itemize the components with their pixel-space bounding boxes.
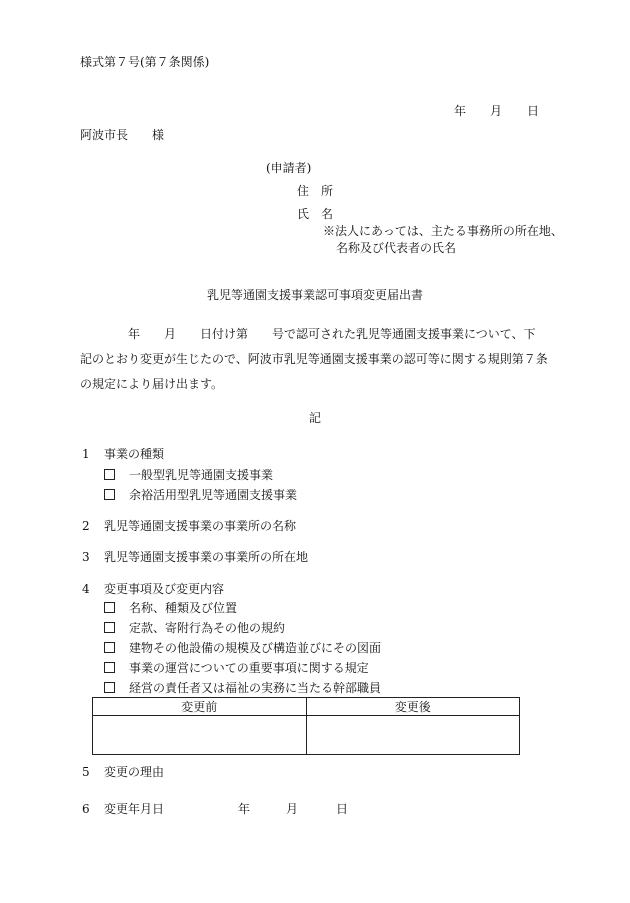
- after-header: 変更後: [306, 698, 520, 716]
- item-4-option[interactable]: [104, 640, 381, 656]
- item-4-option[interactable]: [104, 600, 237, 616]
- after-cell[interactable]: [306, 716, 520, 755]
- option-label: 建物その他設備の規模及び構造並びにその図面: [129, 641, 382, 655]
- applicant-address-label: 住 所: [297, 184, 334, 198]
- body-line: 年 月 日付け第 号で認可された乳児等通園支援事業について、下: [80, 327, 536, 341]
- item-1-label: 事業の種類: [104, 447, 165, 461]
- item-5-number: 5: [82, 765, 90, 779]
- item-6-number: 6: [82, 802, 90, 816]
- addressee: 阿波市長 様: [80, 128, 165, 142]
- checkbox[interactable]: [104, 469, 115, 480]
- option-label: 経営の責任者又は福祉の実務に当たる幹部職員: [129, 681, 382, 695]
- change-year-label: 年: [238, 802, 251, 816]
- before-header: 変更前: [93, 698, 307, 716]
- item-4-label: 変更事項及び変更内容: [104, 582, 225, 596]
- item-4-option[interactable]: [104, 660, 369, 676]
- form-number: 様式第７号(第７条関係): [80, 55, 210, 69]
- item-3-label: 乳児等通園支援事業の事業所の所在地: [104, 550, 309, 564]
- checkbox[interactable]: [104, 489, 115, 500]
- body-paragraph: [80, 322, 558, 397]
- body-line: の規定により届け出ます。: [80, 377, 224, 391]
- item-1-number: 1: [82, 447, 90, 461]
- before-cell[interactable]: [93, 716, 307, 755]
- change-table: [92, 697, 520, 755]
- date-month-label: 月: [490, 104, 503, 118]
- applicant-heading: (申請者): [266, 161, 312, 175]
- option-label: 一般型乳児等通園支援事業: [129, 468, 274, 482]
- option-label: 事業の運営についての重要事項に関する規定: [129, 661, 369, 675]
- ki-heading: 記: [308, 411, 321, 425]
- option-label: 定款、寄附行為その他の規約: [129, 621, 286, 635]
- option-label: 名称、種類及び位置: [129, 601, 238, 615]
- corporation-note-line1: ※法人にあっては、主たる事務所の所在地、: [323, 224, 563, 238]
- body-line: 記のとおり変更が生じたので、阿波市乳児等通園支援事業の認可等に関する規則第７条: [80, 352, 548, 366]
- item-6-label: 変更年月日: [104, 802, 165, 816]
- change-month-label: 月: [286, 802, 299, 816]
- item-4-option[interactable]: [104, 680, 381, 696]
- document-title: 乳児等通園支援事業認可事項変更届出書: [206, 288, 423, 302]
- checkbox[interactable]: [104, 622, 115, 633]
- date-year-label: 年: [454, 104, 467, 118]
- item-4-option[interactable]: [104, 620, 285, 636]
- checkbox[interactable]: [104, 602, 115, 613]
- corporation-note-line2: 名称及び代表者の氏名: [336, 241, 457, 255]
- date-day-label: 日: [527, 104, 540, 118]
- change-day-label: 日: [336, 802, 349, 816]
- item-4-number: 4: [82, 582, 90, 596]
- item-1-option[interactable]: [104, 467, 273, 483]
- applicant-name-label: 氏 名: [297, 207, 334, 221]
- checkbox[interactable]: [104, 682, 115, 693]
- item-2-number: 2: [82, 519, 90, 533]
- item-5-label: 変更の理由: [104, 765, 165, 779]
- item-3-number: 3: [82, 550, 90, 564]
- checkbox[interactable]: [104, 662, 115, 673]
- item-1-option[interactable]: [104, 487, 297, 503]
- checkbox[interactable]: [104, 642, 115, 653]
- item-2-label: 乳児等通園支援事業の事業所の名称: [104, 519, 297, 533]
- option-label: 余裕活用型乳児等通園支援事業: [129, 488, 298, 502]
